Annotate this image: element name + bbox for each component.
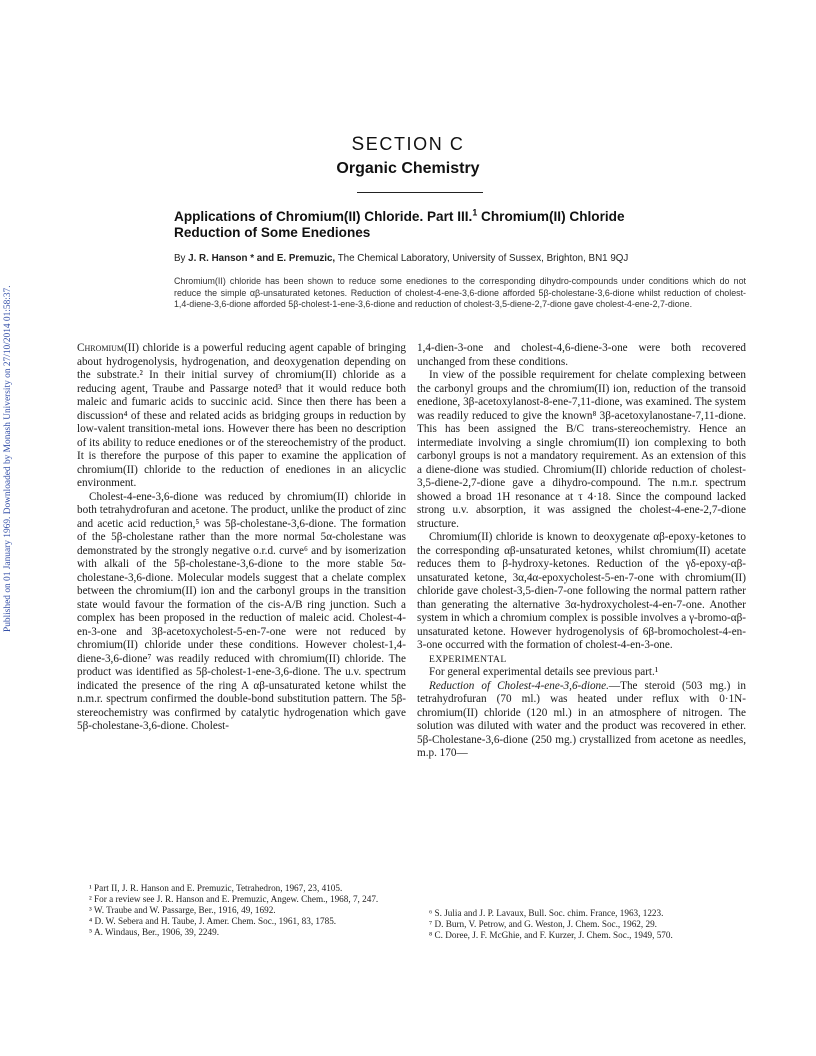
paragraph: Chromium(II) chloride is known to deoxygenate αβ-epoxy-ketones to the corresponding αβ-unsaturated ketones, whilst chromium(II) acetate reduces them to β-hydroxy-ketones. Reduction of the γδ-epoxy-αβ-unsaturated ketone, 3α,4α-epoxycholest-5-en-7-one with chromium(II) chloride gave cholest-3,5-dien-7-one following the normal pattern rather than generating the alternative 3α-hydroxycholest-4-en-7-one. Another system in which a chromium complex is possible involves a γ-bromo-αβ-unsaturated ketone. However hydrogenolysis of 6β-bromocholest-4-en-3-one occurred with the formation of cholest-4-en-3-one. bbox=[417, 531, 746, 651]
section-subtitle: Organic Chemistry bbox=[336, 160, 480, 177]
article-title: Applications of Chromium(II) Chloride. Part III.$^1$ Chromium(II) Chloride Reduction of Some Enediones bbox=[174, 207, 625, 240]
section-header bbox=[0, 133, 816, 180]
abstract: Chromium(II) chloride has been shown to reduce some enediones to the corresponding dihydro-compounds under conditions which do not reduce the simple αβ-unsaturated ketones. Reduction of cholest-4-ene-3,6-dione afforded 5β-cholestane-3,6-dione whilst reduction of cholest-1,4-diene-3,6-dione afforded 5β-cholest-1-ene-3,6-dione and reduction of cholest-3,5-diene-2,7-dione gave cholest-4-ene-2,7-dione. bbox=[174, 276, 746, 310]
experimental-heading: EXPERIMENTAL bbox=[429, 653, 507, 665]
affiliation: The Chemical Laboratory, University of Sussex, Brighton, BN1 9QJ bbox=[335, 253, 629, 264]
footnote: ⁸ C. Doree, J. F. McGhie, and F. Kurzer, J. Chem. Soc., 1949, 570. bbox=[429, 930, 673, 940]
publication-side-note: Published on 01 January 1969. Downloaded by Monash University on 27/10/2014 01:58:37. bbox=[3, 285, 13, 632]
footnote: ⁴ D. W. Sebera and H. Taube, J. Amer. Chem. Soc., 1961, 83, 1785. bbox=[89, 916, 337, 926]
paragraph: Chromium(II) chloride is a powerful reducing agent capable of bringing about hydrogenolysis, hydrogenation, and deoxygenation depending on the substrate.² In their initial survey of chromium(II) chloride as a reducing agent, Traube and Passarge noted³ that it would reduce both maleic and fumaric acids to succinic acid. Since then there has been a discussion⁴ of these and related acids as bridging groups in reduction by low-valent transition-metal ions. However there has been no description of its ability to reduce enediones or of the stereochemistry of the product. It is therefore the purpose of this paper to examine the application of chromium(II) chloride to the reduction of enediones in an alicyclic environment. bbox=[77, 342, 406, 489]
paragraph: 1,4-dien-3-one and cholest-4,6-diene-3-one were both recovered unchanged from these conditions. bbox=[417, 342, 746, 368]
footnote: ² For a review see J. R. Hanson and E. Premuzic, Angew. Chem., 1968, 7, 247. bbox=[89, 894, 379, 904]
footnotes-left bbox=[77, 883, 406, 938]
paragraph: For general experimental details see previous part.¹ bbox=[429, 666, 659, 678]
footnotes-right bbox=[417, 908, 746, 941]
footnote: ³ W. Traube and W. Passarge, Ber., 1916, 49, 1692. bbox=[89, 905, 276, 915]
footnote: ¹ Part II, J. R. Hanson and E. Premuzic, Tetrahedron, 1967, 23, 4105. bbox=[89, 883, 343, 893]
footnote: ⁶ S. Julia and J. P. Lavaux, Bull. Soc. chim. France, 1963, 1223. bbox=[429, 908, 664, 918]
author-names: J. R. Hanson * and E. Premuzic, bbox=[188, 253, 336, 264]
header-rule bbox=[357, 192, 483, 193]
footnote: ⁵ A. Windaus, Ber., 1906, 39, 2249. bbox=[89, 927, 220, 937]
body-column-left bbox=[77, 342, 406, 734]
section-label: SECTION C bbox=[351, 134, 465, 155]
footnote: ⁷ D. Burn, V. Petrow, and G. Weston, J. Chem. Soc., 1962, 29. bbox=[429, 919, 657, 929]
paragraph: In view of the possible requirement for chelate complexing between the carbonyl groups and the chromium(II) ion, reduction of the transoid enedione, 3β-acetoxylanost-8-ene-7,11-dione, was examined. The system was readily reduced to give the known⁸ 3β-acetoxylanostane-7,11-dione. This has been assigned the B/C trans-stereochemistry. Hence an intermediate involving a single chromium(II) ion complexing to both carbonyl groups is not a mandatory requirement. As an extension of this a diene-dione was studied. Chromium(II) chloride reduction of cholest-3,5-diene-2,7-dione gave a dihydro-compound. The n.m.r. spectrum showed a broad 1H resonance at τ 4·18. Since the compound lacked strong u.v. absorption, it was assigned the cholest-4-ene-2,7-dione structure. bbox=[417, 369, 746, 530]
body-column-right bbox=[417, 342, 746, 761]
paragraph: Cholest-4-ene-3,6-dione was reduced by chromium(II) chloride in both tetrahydrofuran and acetone. The product, unlike the product of zinc and acetic acid reduction,⁵ was 5β-cholestane-3,6-dione. The formation of the 5β-cholestane rather than the more normal 5α-cholestane was demonstrated by the strongly negative o.r.d. curve⁶ and by isomerization with alkali of the 5β-cholestane-3,6-dione to the more stable 5α-cholestane-3,6-dione. Molecular models suggest that a chelate complex between the chromium(II) ion and the carbonyl groups in the transition state would favour the formation of the cis-A/B ring junction. Such a complex has been proposed in the reduction of maleic acid. Cholest-4-en-3-one and 3β-acetoxycholest-5-en-7-one were not reduced by chromium(II) chloride under these conditions. However cholest-1,4-diene-3,6-dione⁷ was readily reduced with chromium(II) chloride. The product was identified as 5β-cholest-1-ene-3,6-dione. The u.v. spectrum indicated the presence of the ring A αβ-unsaturated ketone whilst the n.m.r. spectrum confirmed the double-bond substitution pattern. The 5β-stereochemistry was confirmed by catalytic hydrogenation which gave 5β-cholestane-3,6-dione. Cholest- bbox=[77, 490, 406, 732]
paragraph: Reduction of Cholest-4-ene-3,6-dione.—The steroid (503 mg.) in tetrahydrofuran (70 ml.) was heated under reflux with 0·1N-chromium(II) chloride (120 ml.) in an atmosphere of nitrogen. The solution was diluted with water and the product was recovered in ether. 5β-Cholestane-3,6-dione (250 mg.) crystallized from acetone as needles, m.p. 170— bbox=[417, 679, 746, 759]
author-line: By J. R. Hanson * and E. Premuzic, The Chemical Laboratory, University of Sussex, Brighton, BN1 9QJ bbox=[174, 253, 629, 264]
